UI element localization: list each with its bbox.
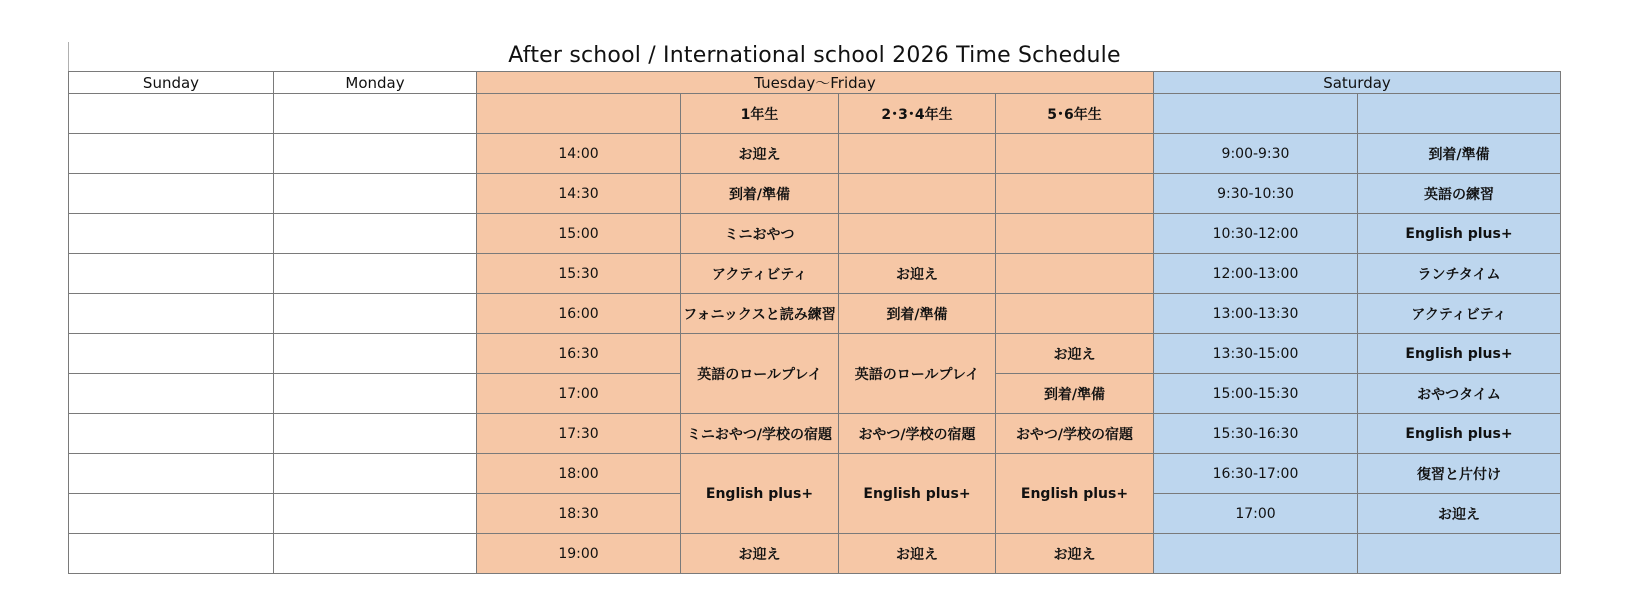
schedule-row [69,214,1561,254]
grade-1-header: 1年生 [681,94,839,134]
grade-1-activity: 英語のロールプレイ [681,334,839,414]
grade-1-activity: English plus+ [681,454,839,534]
header-saturday: Saturday [1154,72,1561,94]
sunday-cell [69,214,274,254]
saturday-time: 13:30-15:00 [1154,334,1358,374]
schedule-row [69,174,1561,214]
sunday-cell [69,374,274,414]
saturday-activity: アクティビティ [1358,294,1561,334]
weekday-time: 17:00 [477,374,681,414]
schedule-row [69,454,1561,494]
weekday-time: 14:00 [477,134,681,174]
grade-1-activity: 到着/準備 [681,174,839,214]
saturday-activity: おやつタイム [1358,374,1561,414]
schedule-row [69,534,1561,574]
sunday-cell [69,454,274,494]
grade-1-activity: フォニックスと読み練習 [681,294,839,334]
saturday-activity: お迎え [1358,494,1561,534]
grade-234-activity: 到着/準備 [839,294,996,334]
weekday-time: 16:00 [477,294,681,334]
sunday-cell [69,494,274,534]
saturday-time: 9:30-10:30 [1154,174,1358,214]
grade-56-activity [996,294,1154,334]
saturday-activity: English plus+ [1358,334,1561,374]
grade-1-activity: アクティビティ [681,254,839,294]
saturday-time: 15:30-16:30 [1154,414,1358,454]
monday-cell [274,294,477,334]
sunday-cell [69,254,274,294]
grade-234-activity: 英語のロールプレイ [839,334,996,414]
saturday-activity: 到着/準備 [1358,134,1561,174]
monday-cell [274,494,477,534]
sunday-cell [69,294,274,334]
grade-234-activity: おやつ/学校の宿題 [839,414,996,454]
sunday-cell [69,534,274,574]
weekday-time: 18:00 [477,454,681,494]
weekday-time: 14:30 [477,174,681,214]
grade-56-activity [996,214,1154,254]
grade-1-activity: ミニおやつ [681,214,839,254]
header-tuesday-friday: Tuesday～Friday [477,72,1154,94]
saturday-time: 13:00-13:30 [1154,294,1358,334]
grade-56-activity: English plus+ [996,454,1154,534]
saturday-activity-header [1358,94,1561,134]
saturday-time: 17:00 [1154,494,1358,534]
saturday-activity: ランチタイム [1358,254,1561,294]
monday-cell [274,174,477,214]
weekday-time: 19:00 [477,534,681,574]
sunday-cell [69,94,274,134]
grade-234-activity: English plus+ [839,454,996,534]
grade-1-activity: ミニおやつ/学校の宿題 [681,414,839,454]
grade-56-activity: お迎え [996,334,1154,374]
grade-234-activity [839,134,996,174]
monday-cell [274,534,477,574]
sunday-cell [69,414,274,454]
schedule-row [69,254,1561,294]
saturday-time [1154,534,1358,574]
weekday-time: 18:30 [477,494,681,534]
weekday-time: 17:30 [477,414,681,454]
grade-1-activity: お迎え [681,134,839,174]
saturday-activity: 復習と片付け [1358,454,1561,494]
monday-cell [274,374,477,414]
grade-56-activity [996,254,1154,294]
saturday-activity [1358,534,1561,574]
saturday-time: 12:00-13:00 [1154,254,1358,294]
saturday-activity: English plus+ [1358,214,1561,254]
monday-cell [274,334,477,374]
schedule-row [69,294,1561,334]
grade-56-activity: お迎え [996,534,1154,574]
monday-cell [274,134,477,174]
saturday-time-header [1154,94,1358,134]
monday-cell [274,254,477,294]
sunday-cell [69,134,274,174]
grade-56-activity: 到着/準備 [996,374,1154,414]
weekday-time: 15:30 [477,254,681,294]
day-header-row [69,72,1561,94]
grade-234-activity: お迎え [839,254,996,294]
title-bar [68,42,1560,71]
monday-cell [274,214,477,254]
schedule-row [69,414,1561,454]
grade-234-header: 2･3･4年生 [839,94,996,134]
schedule-table [68,71,1561,574]
monday-cell [274,454,477,494]
schedule-row [69,134,1561,174]
sunday-cell [69,334,274,374]
grade-56-activity [996,174,1154,214]
monday-cell [274,414,477,454]
grade-56-activity [996,134,1154,174]
schedule-title: After school / International school 2026 Time Schedule [508,43,1121,68]
sunday-cell [69,174,274,214]
grade-56-header: 5･6年生 [996,94,1154,134]
saturday-activity: 英語の練習 [1358,174,1561,214]
grade-234-activity [839,174,996,214]
saturday-time: 9:00-9:30 [1154,134,1358,174]
monday-cell [274,94,477,134]
weekday-time: 16:30 [477,334,681,374]
schedule-row [69,334,1561,374]
saturday-time: 16:30-17:00 [1154,454,1358,494]
weekday-time: 15:00 [477,214,681,254]
grade-header-row [69,94,1561,134]
grade-234-activity: お迎え [839,534,996,574]
header-monday: Monday [274,72,477,94]
saturday-time: 15:00-15:30 [1154,374,1358,414]
saturday-time: 10:30-12:00 [1154,214,1358,254]
grade-56-activity: おやつ/学校の宿題 [996,414,1154,454]
saturday-activity: English plus+ [1358,414,1561,454]
header-sunday: Sunday [69,72,274,94]
weekday-time-header [477,94,681,134]
grade-234-activity [839,214,996,254]
grade-1-activity: お迎え [681,534,839,574]
